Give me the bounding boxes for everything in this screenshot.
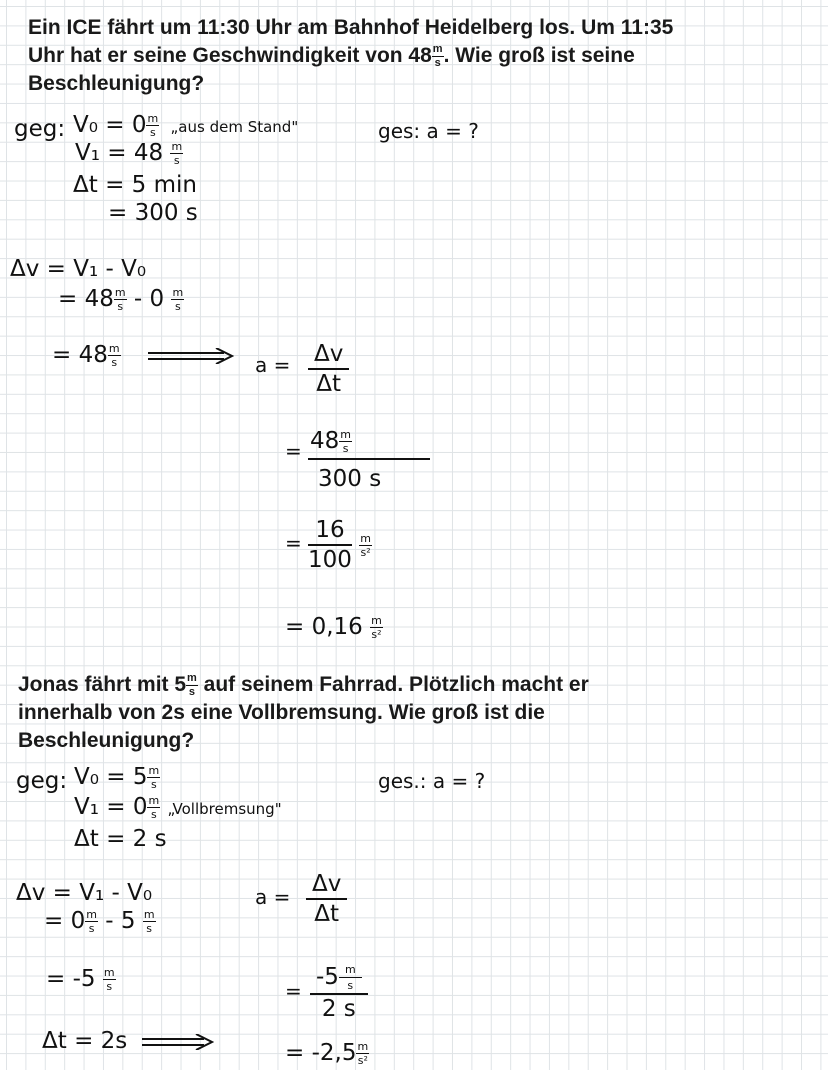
- task1-given-v0: V₀ = 0 $\frac{m}{s}$ „aus dem Stand": [73, 112, 299, 139]
- task1-dv-result: = 48 $\frac{m}{s}$: [52, 342, 120, 369]
- task2-a-fraction: $\frac{\Delta v}{\Delta t}$: [306, 872, 347, 926]
- task2-given-label: geg:: [16, 768, 68, 794]
- task2-question-line3: Beschleunigung?: [18, 729, 195, 752]
- task1-question-line1: Ein ICE fährt um 11:30 Uhr am Bahnhof Heidelberg los. Um 11:35: [28, 16, 674, 39]
- task1-sought: ges: a = ?: [378, 119, 479, 143]
- task2-dt-line: Δt = 2s: [42, 1028, 128, 1054]
- task1-dv-formula: Δv = V₁ - V₀: [10, 256, 147, 282]
- task1-question: [28, 14, 673, 98]
- task1-step2: $\frac{16}{100}$ $\frac{m}{\text{s²}}$: [308, 517, 371, 574]
- task2-given-v1: V₁ = 0 $\frac{m}{s}$ „Vollbremsung": [74, 794, 282, 821]
- task1-given-v1: V₁ = 48 $\frac{m}{s}$: [75, 140, 183, 167]
- task1-a-lhs: a =: [255, 353, 291, 377]
- task1-given-dt: Δt = 5 min: [73, 172, 197, 198]
- task2-given-v0: V₀ = 5 $\frac{m}{s}$: [74, 764, 160, 791]
- task2-result: = -2,5 $\frac{m}{\text{s²}}$: [285, 1040, 369, 1067]
- task1-question-line2: Uhr hat er seine Geschwindigkeit von 48 $\frac{m}{s}$ . Wie groß ist seine: [28, 42, 635, 69]
- task1-dv-step1: = 48 $\frac{m}{s}$ - 0 $\frac{m}{s}$: [58, 286, 184, 313]
- implies-arrow-2: [142, 1034, 214, 1050]
- task2-question-line1: Jonas fährt mit 5 $\frac{m}{s}$ auf seinem Fahrrad. Plötzlich macht er: [18, 671, 589, 698]
- task1-given-dt-seconds: = 300 s: [108, 200, 198, 226]
- task1-step1-den: 300 s: [318, 466, 382, 492]
- implies-arrow: [148, 348, 234, 364]
- task1-eq1: =: [285, 439, 302, 463]
- task2-a-lhs: a =: [255, 885, 291, 909]
- task2-given-dt: Δt = 2 s: [74, 826, 167, 852]
- task2-question: [18, 671, 589, 755]
- task1-step1-num: 48 $\frac{m}{s}$: [310, 428, 351, 455]
- task2-sought: ges.: a = ?: [378, 769, 486, 793]
- task1-eq2: =: [285, 531, 302, 555]
- task2-eq1: =: [285, 979, 302, 1003]
- task1-given-label: geg:: [14, 116, 66, 142]
- task1-question-line3: Beschleunigung?: [28, 72, 205, 95]
- task1-step1-fraction-bar: [308, 458, 430, 460]
- task2-v1-note: „Vollbremsung": [167, 800, 282, 818]
- unit-m-per-s: $\frac{m}{s}$: [432, 42, 443, 69]
- task2-step: -5 $\frac{m}{s}$ 2 s: [310, 964, 368, 1021]
- task1-result: = 0,16 $\frac{m}{\text{s²}}$: [285, 614, 382, 641]
- task2-dv-formula: Δv = V₁ - V₀: [16, 880, 153, 906]
- task2-dv-result: = -5 $\frac{m}{s}$: [46, 966, 115, 993]
- task1-v0-note: „aus dem Stand": [170, 118, 299, 136]
- task2-dv-step1: = 0 $\frac{m}{s}$ - 5 $\frac{m}{s}$: [44, 908, 155, 935]
- task1-a-fraction: $\frac{\Delta v}{\Delta t}$: [308, 342, 349, 396]
- task2-question-line2: innerhalb von 2s eine Vollbremsung. Wie groß ist die: [18, 701, 545, 724]
